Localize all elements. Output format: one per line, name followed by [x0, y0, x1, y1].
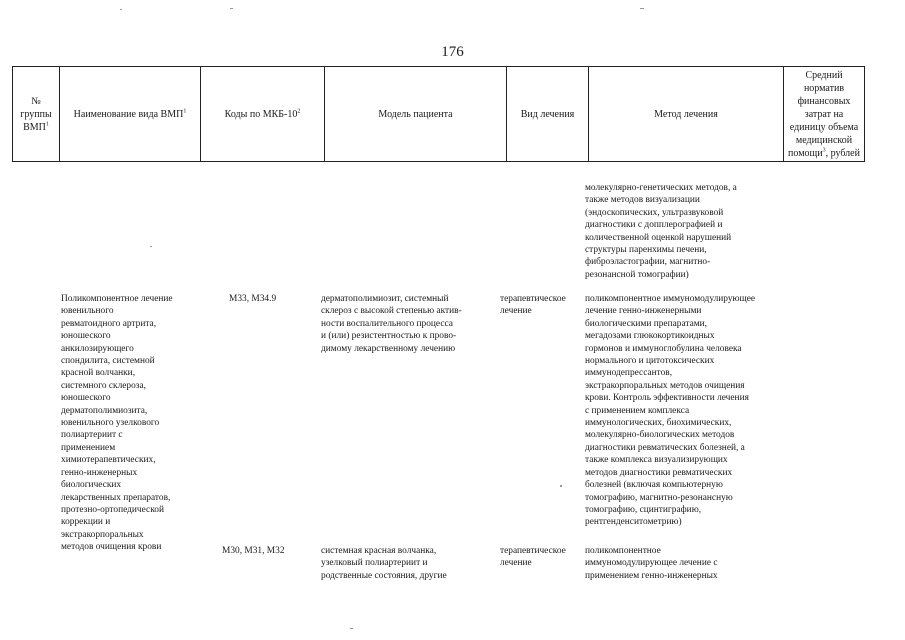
- cell-vmp-name: Поликомпонентное лечение ювенильного ревматоидного артрита, юношеского анкилозирующего спондилита, системной красной волчанки, системного склероза, юношеского дерматополимиозита, ювенильного узелкового полиартериит с применением химиотерапевтических, генно-инженерных биологических лекарственных препаратов, протезно-ортопедической коррекции и экстракорпоральных методов очищения крови: [61, 294, 173, 553]
- col-header-name: Наименование вида ВМП$^1$: [60, 67, 201, 162]
- cell-method: поликомпонентное иммуномодулирующее лечение с применением генно-инженерных: [585, 546, 718, 581]
- scan-speck: [230, 8, 233, 9]
- scan-speck: [640, 8, 644, 9]
- scan-speck: [120, 9, 122, 10]
- scan-speck: [150, 246, 152, 247]
- col-header-icd-codes: Коды по МКБ-$10^2$: [201, 67, 325, 162]
- col-header-patient-model: Модель пациента: [325, 67, 507, 162]
- cell-method: поликомпонентное иммуномодулирующее лечение генно-инженерными биологическими препаратами, мегадозами глюкокортикоидных гормонов и иммуноглобулина человека нормального и цитотоксических иммунодепрессантов, экстракорпоральных методов очищения крови. Контроль эффективности лечения с применением комплекса иммунологических, биохимических, молекулярно-биологических методов диагностики ревматических болезней, а также комплекса визуализирующих методов диагностики ревматических болезней (включая компьютерную томографию, магнитно-резонансную томографию, сцинтиграфию, рентгенденситометрию): [585, 294, 756, 528]
- header-row: [13, 67, 865, 162]
- cell-patient-model: дерматополимиозит, системный склероз с высокой степенью актив- ности воспалительного процесса и (или) резистентностью к прово- димому лекарственному лечению: [321, 294, 462, 354]
- cell-treatment-type: терапевтическое лечение: [500, 546, 566, 569]
- cell-icd-codes: M30, M31, M32: [222, 546, 285, 556]
- cell-patient-model: системная красная волчанка, узелковый полиартериит и родственные состояния, другие: [321, 546, 447, 581]
- cell-icd-codes: M33, M34.9: [229, 294, 277, 304]
- cell-method: молекулярно-генетических методов, а также методов визуализации (эндоскопических, ультразвуковой диагностики с допплерографией и количественной оценкой нарушений структуры паренхимы печени, фиброэластографии, магнитно- резонансной томографии): [585, 183, 737, 280]
- scan-speck: [560, 485, 562, 487]
- page-number: 176: [441, 44, 464, 60]
- col-header-treatment-method: Метод лечения: [589, 67, 784, 162]
- table-header: [12, 66, 865, 162]
- col-header-treatment-type: Вид лечения: [507, 67, 589, 162]
- cell-treatment-type: терапевтическое лечение: [500, 294, 566, 317]
- scan-speck: [350, 628, 353, 629]
- col-header-group-no: № группы ВМП$^1$: [13, 67, 60, 162]
- col-header-cost-norm: Средний норматив финансовых затрат на единицу объема медицинской помощи$^3$, рублей: [784, 67, 865, 162]
